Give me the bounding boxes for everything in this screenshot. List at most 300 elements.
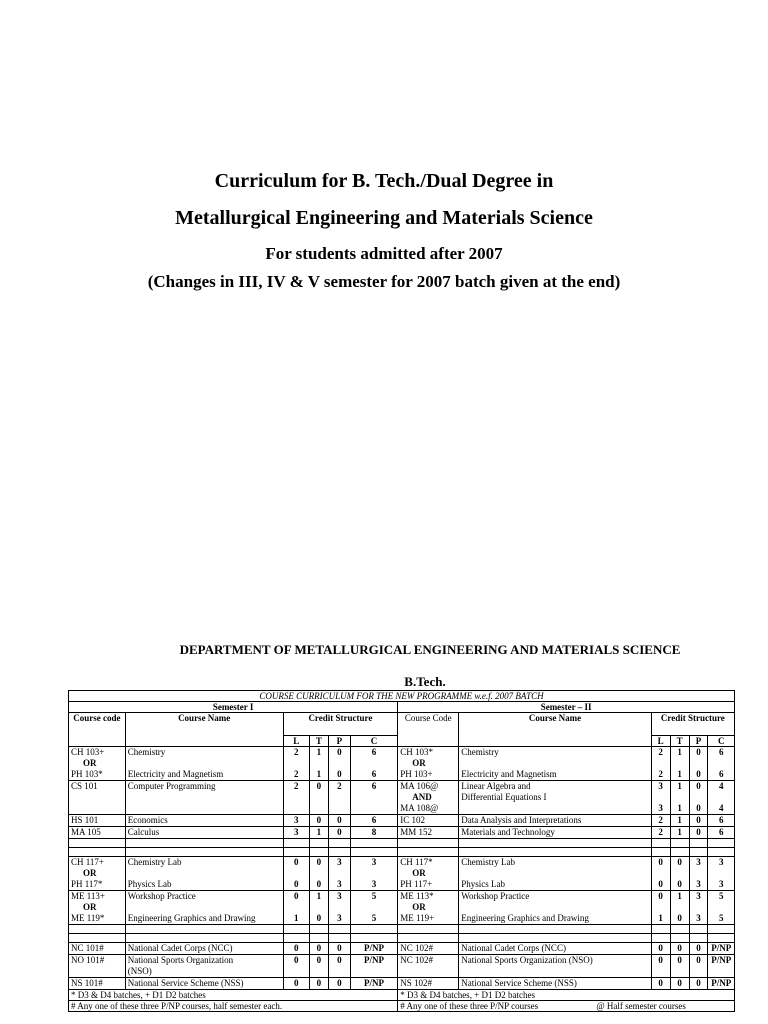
sem1-credit-p: [328, 747, 350, 781]
blank-cell: [309, 848, 328, 857]
sem2-credit-p-line: 0: [696, 769, 701, 779]
sem2-course-code-line: AND: [412, 792, 432, 802]
sem1-credit-t: [309, 943, 328, 955]
sem2-credit-l: [651, 978, 670, 990]
sem1-credit-c-line: 3: [371, 879, 377, 889]
blank-cell: [350, 925, 397, 934]
sem2-course-name-line: Differential Equations I: [461, 792, 547, 802]
sem2-credit-p-line: 0: [696, 827, 701, 837]
sem2-credit-t: [670, 955, 689, 978]
sem1-credit-c-line: 3: [371, 857, 377, 867]
sem1-course-name: [125, 978, 283, 990]
sem2-code-header: Course Code: [398, 713, 459, 747]
blank-row: [69, 934, 735, 943]
sem1-course-name: [125, 815, 283, 827]
sem1-code-header: Course code: [69, 713, 126, 747]
blank-cell: [283, 839, 309, 848]
sem2-credit-p-line: [690, 902, 708, 913]
sem1-footnote-pnp: # Any one of these three P/NP courses, half semester each.: [69, 1001, 398, 1012]
sem2-credit-l-line: 0: [658, 955, 663, 965]
sem1-course-code: [69, 891, 126, 925]
sem1-course-name-line: Chemistry: [127, 747, 166, 757]
blank-cell: [350, 839, 397, 848]
sem1-course-code-line: ME 119*: [71, 913, 105, 923]
sem1-credit-p-line: 2: [337, 781, 342, 791]
sem2-credit-c: [708, 747, 735, 781]
sem2-course-code-line: OR: [412, 868, 426, 878]
sem1-credit-l-line: 0: [293, 879, 299, 889]
blank-cell: [328, 839, 350, 848]
sem2-course-name-line: Data Analysis and Interpretations: [461, 815, 582, 825]
sem1-credit-t: [309, 781, 328, 815]
table-row: [69, 815, 735, 827]
sem2-course-name-line: [461, 902, 649, 913]
sem1-credit-c-line: [351, 758, 397, 769]
sem2-footnote-batches: * D3 & D4 batches, + D1 D2 batches: [398, 990, 735, 1001]
blank-cell: [398, 839, 459, 848]
table-caption: COURSE CURRICULUM FOR THE NEW PROGRAMME w.e.f. 2007 BATCH: [69, 691, 735, 702]
sem2-course-name-line: Electricity and Magnetism: [461, 769, 557, 779]
sem2-credit-t: [670, 815, 689, 827]
sem1-credit-l-line: 2: [293, 781, 299, 791]
blank-cell: [651, 839, 670, 848]
sem2-credit-p-line: [690, 758, 708, 769]
sem2-course-code-line: OR: [412, 902, 426, 912]
sem1-course-code-line: MA 105: [71, 827, 101, 837]
sem2-credit-c: [708, 891, 735, 925]
sem2-credit-c-line: 6: [718, 769, 724, 779]
sem1-course-code: [69, 781, 126, 815]
sem1-credit-c: [350, 857, 397, 891]
sem1-course-code-line: OR: [83, 902, 97, 912]
blank-cell: [708, 848, 735, 857]
sem2-course-name: [459, 781, 652, 815]
sem2-credit-t-line: 1: [677, 815, 682, 825]
sem1-course-code: [69, 747, 126, 781]
sem1-credit-c-line: [351, 902, 397, 913]
blank-cell: [309, 925, 328, 934]
table-row: [69, 827, 735, 839]
sem2-credit-t-line: 1: [677, 803, 682, 813]
blank-cell: [689, 839, 708, 848]
sem2-credit-c-line: 4: [718, 781, 724, 791]
sem1-credit-t-line: [310, 758, 328, 769]
sem2-credit-p: [689, 943, 708, 955]
blank-cell: [689, 848, 708, 857]
sem2-credit-l-line: [652, 868, 670, 879]
sem2-course-name-line: Chemistry Lab: [461, 857, 515, 867]
sem1-footnote-batches: * D3 & D4 batches, + D1 D2 batches: [69, 990, 398, 1001]
sem1-credit-t: [309, 747, 328, 781]
sem2-course-code-line: MA 108@: [400, 803, 439, 813]
sem2-credit-t-line: [671, 792, 689, 803]
sem1-credit-c-line: 6: [371, 747, 377, 757]
sem2-credit-l-line: 2: [658, 747, 663, 757]
sem1-course-code-line: PH 117*: [71, 879, 103, 889]
sem2-credit-p-line: 0: [696, 803, 701, 813]
sem2-credit-p-line: [690, 792, 708, 803]
blank-cell: [398, 848, 459, 857]
sem2-course-code: [398, 781, 459, 815]
sem1-credit-t: [309, 815, 328, 827]
sem2-credit-c-line: 6: [718, 747, 724, 757]
sem1-credit-l-line: 3: [293, 827, 299, 837]
sem2-footnote-half: @ Half semester courses: [596, 1001, 686, 1011]
sem1-credit-c-line: 6: [371, 781, 377, 791]
semester-1-title: Semester I: [69, 702, 398, 713]
sem2-credit-t-line: 0: [677, 913, 682, 923]
sem2-credit-t-line: 1: [677, 827, 682, 837]
sem2-credit-l-line: 2: [658, 769, 663, 779]
curriculum-table: [68, 690, 735, 1012]
sem2-course-name-line: Chemistry: [461, 747, 499, 757]
sem2-credit-p: [689, 827, 708, 839]
sem2-course-code-line: CH 117*: [400, 857, 433, 867]
sem1-credit-c: [350, 815, 397, 827]
sem1-credit-c: [350, 827, 397, 839]
sem1-course-code-line: PH 103*: [71, 769, 103, 779]
sem2-credit-p-line: [690, 868, 708, 879]
sem2-credit-p: [689, 857, 708, 891]
sem2-course-name-line: Engineering Graphics and Drawing: [461, 913, 589, 923]
sem1-course-name-line: [128, 758, 281, 769]
sem1-course-code-line: CH 103+: [71, 747, 105, 757]
sem2-credit-c: [708, 857, 735, 891]
sem2-credit-c-line: 6: [718, 815, 724, 825]
sem2-col-l: L: [651, 736, 670, 747]
sem1-course-name-line: National Cadet Corps (NCC): [127, 943, 233, 953]
sem1-course-code-line: HS 101: [71, 815, 99, 825]
sem1-course-code-line: ME 113+: [71, 891, 105, 901]
sem1-credit-p: [328, 815, 350, 827]
sem2-credit-t: [670, 891, 689, 925]
sem2-credit-p: [689, 815, 708, 827]
sem1-credit-p: [328, 955, 350, 978]
sem1-credit-l: [283, 747, 309, 781]
sem1-credit-p-line: 0: [337, 827, 342, 837]
sem2-course-name-line: Materials and Technology: [461, 827, 555, 837]
sem1-credit-t-line: 1: [316, 827, 322, 837]
sem1-credit-t-line: 1: [316, 891, 322, 901]
sem1-credit-p-line: [329, 758, 350, 769]
table-row: [69, 857, 735, 891]
sem1-credit-l-line: 0: [293, 891, 299, 901]
sem2-credit-t-line: 1: [677, 747, 682, 757]
blank-cell: [350, 848, 397, 857]
sem2-course-code-line: OR: [412, 758, 426, 768]
blank-cell: [125, 934, 283, 943]
document-note: (Changes in III, IV & V semester for 2007 batch given at the end): [147, 272, 621, 291]
sem1-course-code-line: OR: [83, 868, 97, 878]
sem2-course-name-line: [461, 803, 649, 814]
sem1-credit-t-line: [310, 868, 328, 879]
blank-cell: [670, 848, 689, 857]
sem1-credit-t: [309, 955, 328, 978]
document-title-line2: Metallurgical Engineering and Materials Science: [175, 207, 593, 229]
sem1-credit-t-line: 0: [316, 815, 322, 825]
blank-cell: [328, 934, 350, 943]
sem1-course-name: [125, 955, 283, 978]
sem1-course-name-line: [128, 868, 281, 879]
sem2-course-name: [459, 827, 652, 839]
sem1-credit-l-line: 1: [293, 913, 299, 923]
sem1-credit-l: [283, 815, 309, 827]
sem1-credit-t: [309, 978, 328, 990]
sem2-credit-t-line: 1: [677, 891, 682, 901]
blank-cell: [328, 925, 350, 934]
sem1-credit-p-line: 3: [337, 913, 342, 923]
sem1-credit-l: [283, 891, 309, 925]
sem2-credit-p-line: 3: [696, 857, 701, 867]
sem1-credit-p-line: 0: [337, 747, 342, 757]
sem2-credit-p: [689, 891, 708, 925]
sem1-credit-p-line: [329, 902, 350, 913]
sem1-credit-t-line: 0: [316, 943, 322, 953]
sem1-credit-p-line: 0: [337, 955, 342, 965]
sem1-credit-c-line: 5: [371, 891, 377, 901]
sem2-course-name: [459, 891, 652, 925]
sem2-course-code-line: NC 102#: [400, 955, 433, 965]
document-subtitle: For students admitted after 2007: [265, 244, 503, 263]
table-row: [69, 943, 735, 955]
sem1-course-name: [125, 891, 283, 925]
sem2-course-code-line: CH 103*: [400, 747, 433, 757]
sem1-credit-l: [283, 827, 309, 839]
sem2-credit-l-line: [652, 902, 670, 913]
sem2-name-header: Course Name: [459, 713, 652, 747]
blank-cell: [69, 848, 126, 857]
sem1-credit-t-line: 0: [316, 857, 322, 867]
sem2-credit-l: [651, 943, 670, 955]
blank-cell: [69, 925, 126, 934]
sem2-credit-c: [708, 955, 735, 978]
sem2-course-name: [459, 857, 652, 891]
blank-cell: [670, 839, 689, 848]
sem1-credit-p-line: [329, 868, 350, 879]
sem1-credit-l-line: 2: [293, 769, 299, 779]
sem2-credit-p: [689, 747, 708, 781]
sem2-credit-c: [708, 815, 735, 827]
sem2-credit-c-line: P/NP: [711, 978, 732, 988]
sem2-credit-l: [651, 857, 670, 891]
sem2-course-code-line: ME 119+: [400, 913, 435, 923]
sem1-credit-p: [328, 891, 350, 925]
sem2-credit-l: [651, 815, 670, 827]
blank-cell: [459, 934, 652, 943]
sem1-course-code-line: NC 101#: [71, 943, 104, 953]
sem2-credit-l-line: 3: [658, 781, 663, 791]
blank-cell: [69, 934, 126, 943]
sem1-course-code: [69, 815, 126, 827]
sem2-course-name: [459, 747, 652, 781]
sem1-credit-c-line: 6: [371, 769, 377, 779]
sem2-course-code: [398, 857, 459, 891]
sem1-course-code-line: CS 101: [71, 781, 98, 791]
document-title-line1: Curriculum for B. Tech./Dual Degree in: [214, 170, 554, 192]
sem2-credit-l: [651, 827, 670, 839]
sem2-credit-c-line: P/NP: [711, 943, 732, 953]
sem2-credit-l-line: 0: [658, 879, 663, 889]
blank-cell: [670, 925, 689, 934]
sem1-credit-t-line: 0: [316, 879, 322, 889]
blank-row: [69, 839, 735, 848]
sem2-course-name-line: Linear Algebra and: [461, 781, 531, 791]
sem2-credit-l-line: 0: [658, 891, 663, 901]
sem2-footnote-cell: [398, 1001, 735, 1012]
sem1-credit-c-line: 8: [371, 827, 377, 837]
blank-cell: [459, 925, 652, 934]
sem2-credit-c-line: P/NP: [711, 955, 732, 965]
sem2-course-code: [398, 827, 459, 839]
sem1-course-name-line: (NSO): [127, 966, 152, 976]
sem1-course-name: [125, 781, 283, 815]
sem2-credit-p-line: 0: [696, 978, 701, 988]
sem1-course-name-line: National Service Scheme (NSS): [127, 978, 244, 988]
sem2-col-c: C: [708, 736, 735, 747]
sem1-credit-l-line: 0: [293, 943, 299, 953]
sem2-credit-t: [670, 857, 689, 891]
sem2-course-code: [398, 891, 459, 925]
blank-cell: [670, 934, 689, 943]
sem2-credit-t: [670, 978, 689, 990]
sem1-course-name-line: Computer Programming: [127, 781, 216, 791]
sem2-credit-p-line: 0: [696, 955, 701, 965]
sem1-course-name-line: Calculus: [127, 827, 160, 837]
sem1-course-name: [125, 747, 283, 781]
sem2-credit-c-line: [708, 902, 734, 913]
sem1-course-name-line: Physics Lab: [127, 879, 172, 889]
sem1-credit-p-line: 0: [337, 943, 342, 953]
sem1-course-code-line: OR: [83, 758, 97, 768]
blank-cell: [651, 848, 670, 857]
blank-cell: [283, 925, 309, 934]
sem1-credit-c: [350, 891, 397, 925]
sem2-credit-l-line: 3: [658, 803, 663, 813]
sem2-credit-t-line: 0: [677, 978, 682, 988]
sem2-credit-t: [670, 827, 689, 839]
sem1-credit-l-line: [284, 868, 309, 879]
sem1-credit-c-line: [351, 868, 397, 879]
sem2-course-name: [459, 815, 652, 827]
blank-cell: [125, 839, 283, 848]
sem1-credit-l-line: 2: [293, 747, 299, 757]
semester-2-title: Semester – II: [398, 702, 735, 713]
sem2-credit-t-line: [671, 902, 689, 913]
sem1-credit-c-line: P/NP: [364, 955, 385, 965]
sem1-course-name-line: [128, 902, 281, 913]
sem2-course-code-line: MM 152: [400, 827, 432, 837]
sem2-credit-t: [670, 747, 689, 781]
blank-cell: [708, 925, 735, 934]
blank-cell: [125, 848, 283, 857]
sem2-credit-p-line: 3: [696, 891, 701, 901]
sem1-credit-l-line: 0: [293, 978, 299, 988]
sem1-course-code-line: NS 101#: [71, 978, 103, 988]
sem2-course-code: [398, 943, 459, 955]
sem1-credit-l-line: [284, 758, 309, 769]
sem1-course-code-line: CH 117+: [71, 857, 104, 867]
sem1-course-name-line: National Sports Organization: [127, 955, 234, 965]
sem2-credit-p-line: 3: [696, 913, 701, 923]
sem1-credit-p: [328, 781, 350, 815]
sem1-course-code: [69, 955, 126, 978]
sem2-credit-l: [651, 781, 670, 815]
sem1-course-name: [125, 943, 283, 955]
blank-cell: [651, 934, 670, 943]
sem1-credit-t-line: 0: [316, 955, 322, 965]
blank-cell: [459, 848, 652, 857]
sem2-credit-l: [651, 891, 670, 925]
sem2-credit-c: [708, 978, 735, 990]
table-row: [69, 747, 735, 781]
sem1-col-c: C: [350, 736, 397, 747]
sem1-credit-t-line: 0: [316, 913, 322, 923]
blank-cell: [309, 934, 328, 943]
sem2-credit-t-line: 1: [677, 781, 682, 791]
sem2-credit-c-line: 5: [718, 913, 724, 923]
sem1-credit-l: [283, 943, 309, 955]
blank-row: [69, 925, 735, 934]
sem2-credit-c-line: [708, 758, 734, 769]
sem1-course-name-line: Workshop Practice: [127, 891, 196, 901]
sem1-credit-p: [328, 857, 350, 891]
sem1-credit-t-line: 1: [316, 747, 322, 757]
blank-cell: [283, 848, 309, 857]
sem2-course-code-line: PH 117+: [400, 879, 433, 889]
table-row: [69, 978, 735, 990]
table-row: [69, 955, 735, 978]
sem2-credit-c-line: 3: [718, 879, 724, 889]
sem1-credit-l: [283, 955, 309, 978]
sem2-course-name-line: National Service Scheme (NSS): [461, 978, 577, 988]
blank-cell: [708, 839, 735, 848]
sem2-course-code-line: IC 102: [400, 815, 425, 825]
sem1-course-name-line: Economics: [127, 815, 168, 825]
sem2-credit-l-line: 0: [658, 857, 663, 867]
sem1-credit-c: [350, 955, 397, 978]
sem2-credit-l-line: 0: [658, 978, 663, 988]
sem2-credit-p-line: 0: [696, 781, 701, 791]
sem1-credit-l-line: [284, 902, 309, 913]
blank-cell: [309, 839, 328, 848]
sem2-credit-t-line: 0: [677, 879, 682, 889]
sem2-credit-c-line: [708, 792, 734, 803]
sem1-course-name-line: Engineering Graphics and Drawing: [127, 913, 256, 923]
sem2-credit-l: [651, 955, 670, 978]
sem2-col-t: T: [670, 736, 689, 747]
blank-cell: [459, 839, 652, 848]
sem1-credit-p-line: 0: [337, 815, 342, 825]
sem1-credit-c: [350, 747, 397, 781]
sem2-credit-c-line: 5: [718, 891, 724, 901]
blank-cell: [398, 925, 459, 934]
sem2-credit-t: [670, 781, 689, 815]
sem1-col-l: L: [283, 736, 309, 747]
blank-cell: [283, 934, 309, 943]
sem2-credit-l-line: 2: [658, 827, 663, 837]
sem2-credit-p: [689, 978, 708, 990]
sem2-course-name-line: National Cadet Corps (NCC): [461, 943, 566, 953]
sem1-course-name: [125, 827, 283, 839]
sem1-col-p: P: [328, 736, 350, 747]
blank-cell: [350, 934, 397, 943]
sem2-credit-c: [708, 943, 735, 955]
sem1-course-name-line: Electricity and Magnetism: [127, 769, 224, 779]
sem2-course-code: [398, 955, 459, 978]
sem2-course-name: [459, 943, 652, 955]
sem2-credit-p-line: 3: [696, 879, 701, 889]
sem1-credit-t: [309, 857, 328, 891]
